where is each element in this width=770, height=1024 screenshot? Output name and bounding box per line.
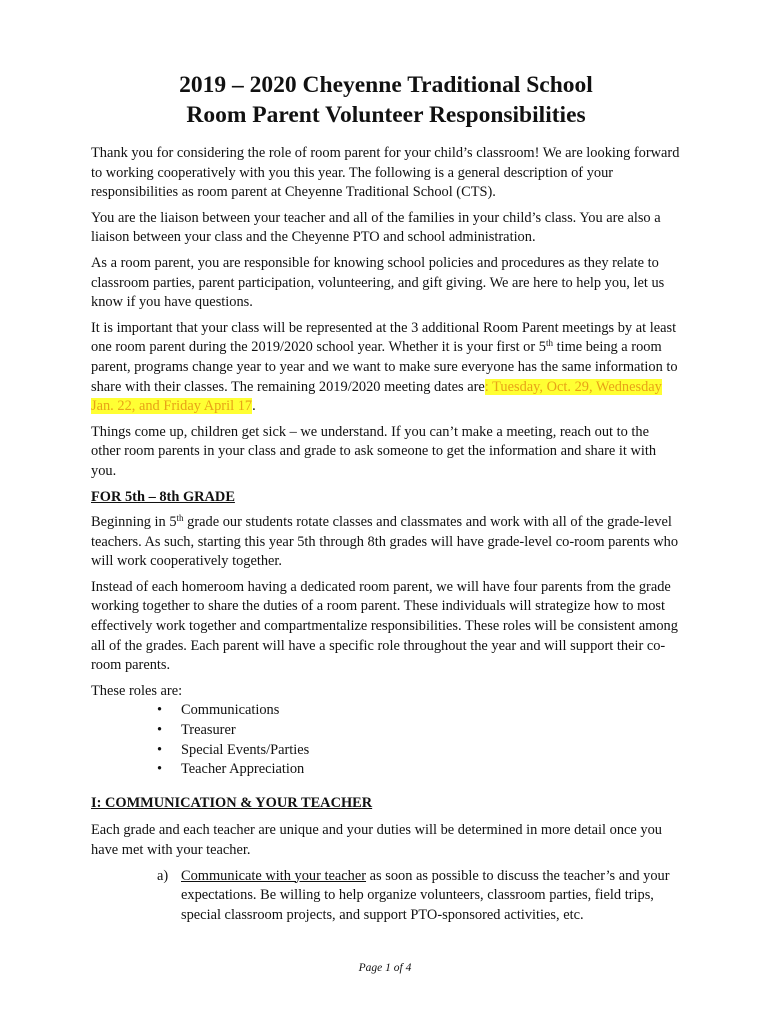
superscript-th: th bbox=[176, 513, 184, 524]
role-label: Communications bbox=[181, 702, 280, 719]
role-label: Treasurer bbox=[181, 722, 236, 739]
page-footer: Page 1 of 4 bbox=[358, 962, 412, 974]
roles-intro: These roles are: bbox=[91, 682, 183, 699]
liaison-paragraph: You are the liaison between your teacher and all of the families in your child’s class. You are also a liaison between your class and the Cheyenne PTO and school administration. bbox=[91, 209, 661, 246]
meetings-paragraph bbox=[91, 319, 681, 417]
title-line-2: Room Parent Volunteer Responsibilities bbox=[186, 102, 586, 128]
role-label: Teacher Appreciation bbox=[181, 761, 305, 778]
meeting-dates-highlight: : Tuesday, Oct. 29, Wednesday Jan. 22, and Friday April 17 bbox=[91, 378, 662, 415]
intro-paragraph: Thank you for considering the role of room parent for your child’s classroom! We are looking forward to working cooperatively with you this year. The following is a general description of your responsibilities as room parent at Cheyenne Traditional School (CTS). bbox=[91, 145, 680, 201]
item-a-body: as soon as possible to discuss the teacher’s and your expectations. Be willing to help organize volunteers, classroom parties, field trips, special classroom projects, and support PTO-sponsored activities, etc. bbox=[181, 867, 670, 923]
responsibilities-paragraph: As a room parent, you are responsible for knowing school policies and procedures as they relate to classroom parties, parent participation, volunteering, and gift giving. We are here to help you, let us know if you have questions. bbox=[91, 254, 665, 311]
list-item-a bbox=[157, 867, 681, 926]
list-item bbox=[157, 741, 681, 761]
meetings-text-a: It is important that your class will be represented at the 3 additional Room Parent meetings by at least one room parent during the 2019/2020 school year. Whether it is your first or 5 bbox=[91, 319, 677, 356]
bullet-icon: • bbox=[157, 741, 163, 758]
rotation-text-b: grade our students rotate classes and classmates and work with all of the grade-level teachers. As such, starting this year 5th through 8th grades will have grade-level co-room parents who will work cooperatively together. bbox=[91, 514, 679, 570]
list-item bbox=[157, 721, 681, 741]
bullet-icon: • bbox=[157, 722, 163, 739]
meetings-text-b: time being a room parent, programs change year to year and we want to make sure everyone has the same information to share with their classes. The remaining 2019/2020 meeting dates are bbox=[91, 339, 678, 395]
underlined-phrase: Communicate with your teacher bbox=[181, 867, 367, 884]
role-label: Special Events/Parties bbox=[181, 741, 310, 758]
document-page bbox=[91, 70, 681, 925]
section-heading-communication: I: COMMUNICATION & YOUR TEACHER bbox=[91, 794, 373, 811]
list-item bbox=[157, 701, 681, 721]
list-item bbox=[157, 760, 681, 780]
rotation-paragraph bbox=[91, 513, 681, 572]
rotation-text-a: Beginning in 5 bbox=[91, 514, 177, 531]
document-title bbox=[91, 70, 681, 130]
sick-paragraph: Things come up, children get sick – we understand. If you can’t make a meeting, reach out to the other room parents in your class and grade to ask someone to get the information and share it with you. bbox=[91, 423, 657, 479]
grade-unique-paragraph: Each grade and each teacher are unique and your duties will be determined in more detail once you have met with your teacher. bbox=[91, 822, 662, 858]
bullet-icon: • bbox=[157, 702, 163, 719]
meetings-text-end: . bbox=[252, 398, 256, 415]
superscript-th: th bbox=[545, 338, 553, 349]
roles-list bbox=[91, 701, 681, 779]
bullet-icon: • bbox=[157, 761, 163, 778]
title-line-1: 2019 – 2020 Cheyenne Traditional School bbox=[179, 72, 593, 98]
list-item-text bbox=[181, 867, 681, 926]
section-heading-5-8: FOR 5th – 8th GRADE bbox=[91, 488, 235, 505]
co-parents-paragraph: Instead of each homeroom having a dedicated room parent, we will have four parents from the grade working together to share the duties of a room parent. These individuals will strategize how to most effectively work together and compartmentalize responsibilities. These roles will be consistent among all of the grades. Each parent will have a specific role throughout the year and will support their co-room parents. bbox=[91, 578, 678, 674]
list-marker: a) bbox=[157, 867, 169, 884]
